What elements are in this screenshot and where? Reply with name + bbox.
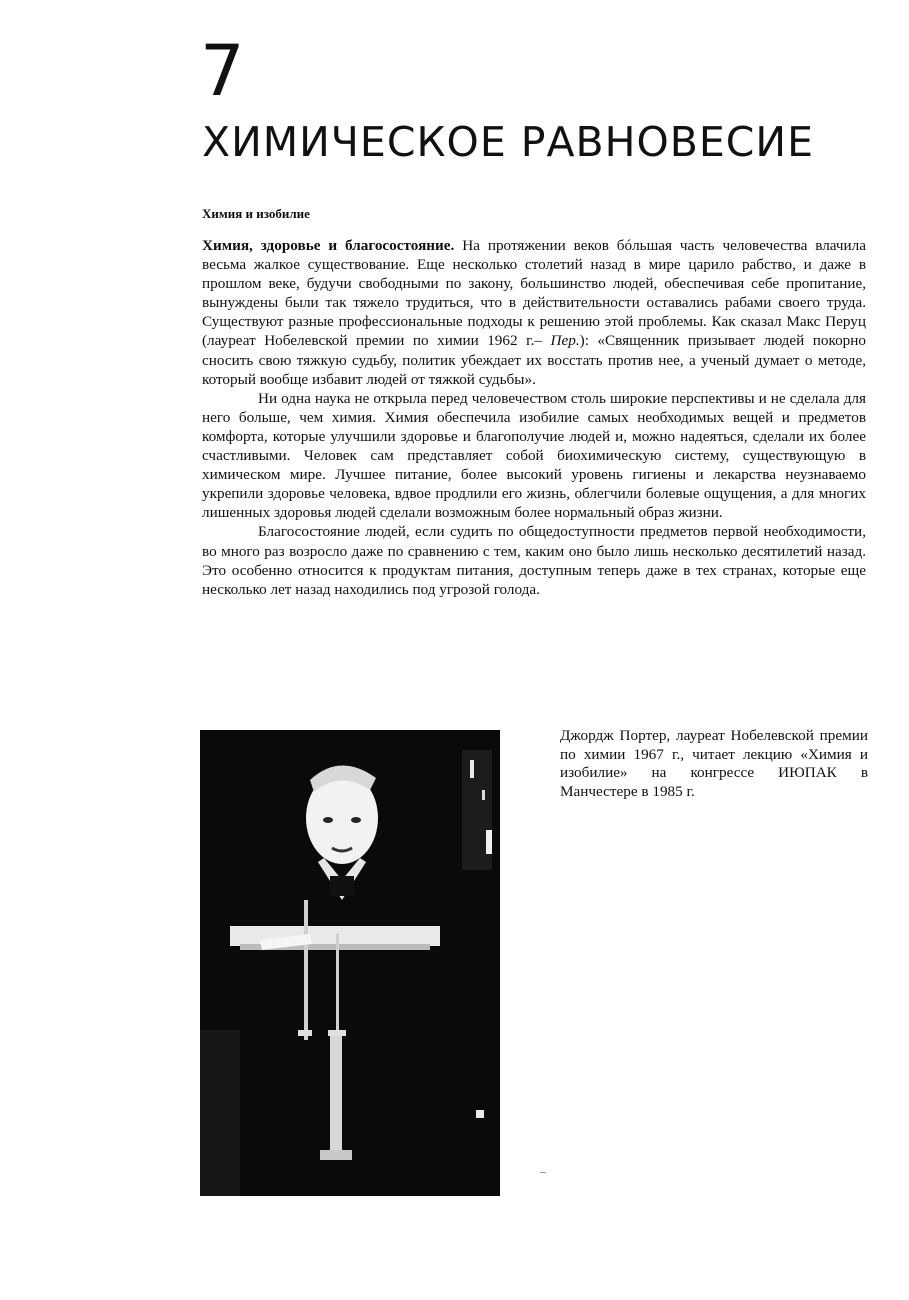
page-speck <box>540 1172 546 1173</box>
lecture-photo <box>200 730 500 1196</box>
chapter-title: ХИМИЧЕСКОЕ РАВНОВЕСИЕ <box>202 118 814 166</box>
paragraph-1-lead: Химия, здоровье и благосостояние. <box>202 237 455 254</box>
paragraph-3: Благосостояние людей, если судить по общедоступности предметов первой необходимости, во много раз возросло даже по сравнению с тем, каким оно было лишь несколько десятилетий назад. Это особенно относится к продуктам питания, доступным теперь даже в тех странах, которые еще несколько лет назад находились под угрозой голода. <box>202 523 866 598</box>
chapter-number: 7 <box>200 30 245 112</box>
section-heading: Химия и изобилие <box>202 206 310 221</box>
paragraph-1-text: На протяжении веков бóльшая часть человечества влачила весьма жалкое существование. Еще несколько столетий назад в мире царило рабство, и даже в прошлом веке, будучи свободными по закону, большинство людей, обеспечивая себе пропитание, вынуждены были так тяжело трудиться, что в действительности оставались рабами своего труда. Существуют разные профессиональные подходы к решению этой проблемы. Как сказал Макс Перуц (лауреат Нобелевской премии по химии 1962 г.– <box>202 237 866 350</box>
paragraph-1-italic: Пер. <box>550 332 580 350</box>
paragraph-1 <box>202 236 866 389</box>
paragraph-2: Ни одна наука не открыла перед человечеством столь широкие перспективы и не сделала для него больше, чем химия. Химия обеспечила изобилие самых необходимых вещей и предметов комфорта, которые улучшили здоровье и благополучие людей и, можно надеяться, сделали их более счастливыми. Человек сам представляет собой биохимическую систему, существующую в химическом мире. Лучшее питание, более высокий уровень гигиены и лекарства неузнаваемо укрепили здоровье человека, вдвое продлили его жизнь, облегчили болевые ощущения, а для многих лишенных здоровья людей сделали возможным более нормальный образ жизни. <box>202 389 866 522</box>
photo-caption: Джордж Портер, лауреат Нобелевской премии по химии 1967 г., читает лекцию «Химия и изобилие» на конгрессе ИЮПАК в Манчестере в 1985 г. <box>560 727 868 800</box>
paragraph-1-text-2: ): «Священник призывает людей покорно сносить свою тяжкую судьбу, политик убеждает их восстать против нее, а ученый думает о методе, который вообще избавит людей от тяжкой судьбы». <box>202 332 866 388</box>
photo-illustration <box>200 730 500 1196</box>
body-text <box>202 236 866 599</box>
